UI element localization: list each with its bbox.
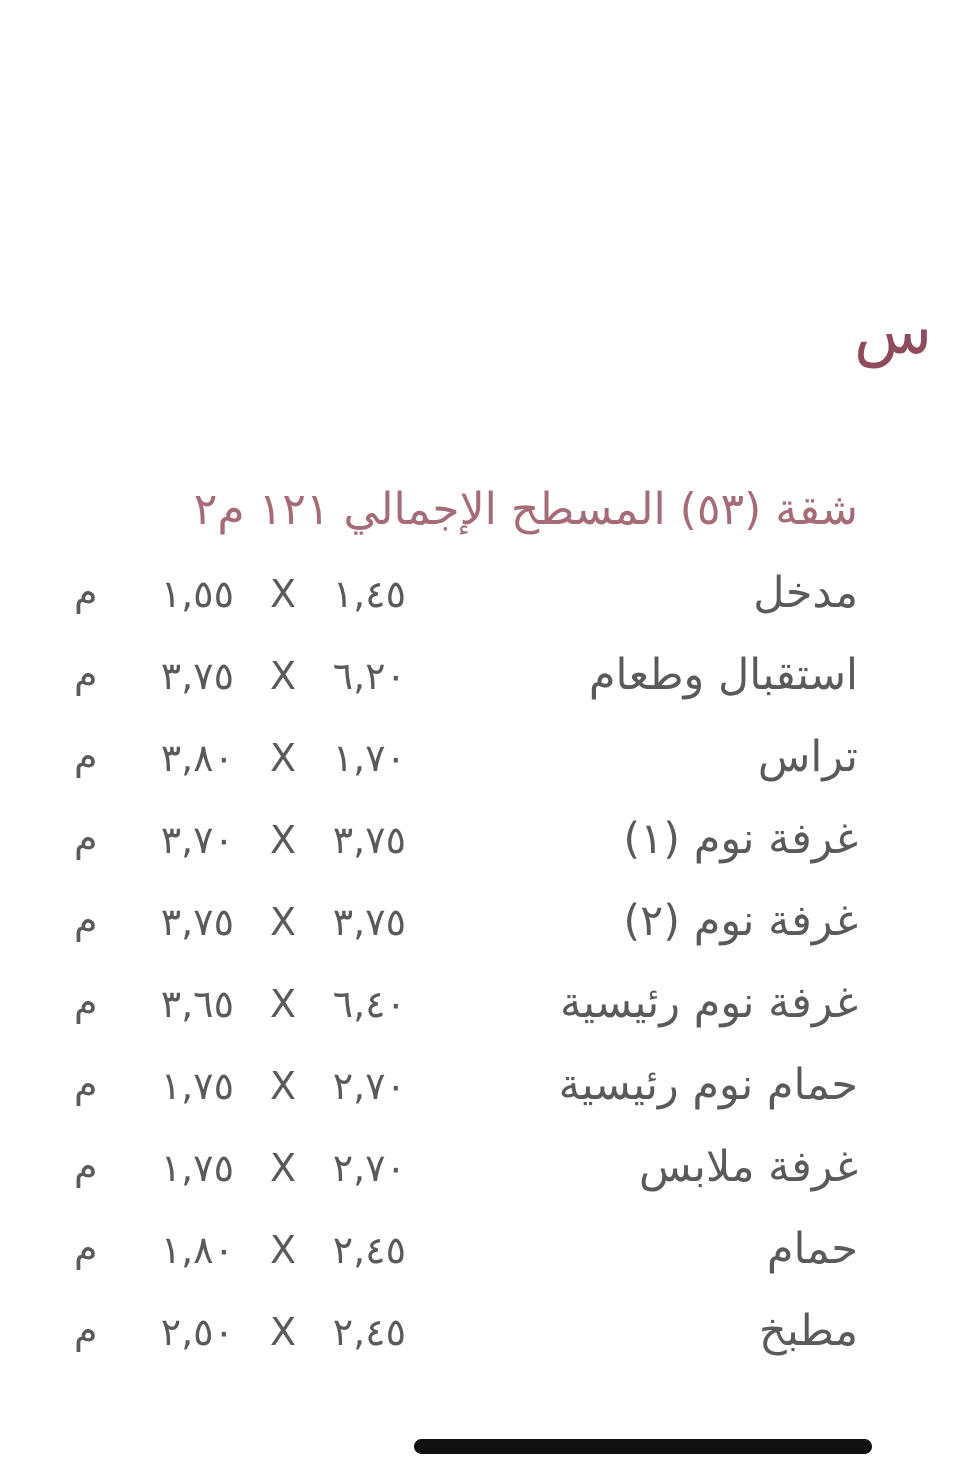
- times-symbol: X: [269, 1064, 297, 1108]
- room-row: [0, 560, 964, 642]
- room-dimension-1: ٢,٧٠: [332, 1064, 406, 1108]
- room-dimension-2: ١,٥٥: [160, 572, 234, 616]
- room-row: [0, 642, 964, 724]
- room-name: غرفة نوم (١): [623, 814, 858, 864]
- times-symbol: X: [269, 1310, 297, 1354]
- room-name: غرفة نوم رئيسية: [559, 978, 858, 1028]
- times-symbol: X: [269, 736, 297, 780]
- room-name: مطبخ: [758, 1306, 858, 1356]
- times-symbol: X: [269, 1228, 297, 1272]
- room-list: [0, 560, 964, 1380]
- unit-label: م: [74, 1062, 98, 1106]
- unit-label: م: [74, 734, 98, 778]
- room-dimension-2: ٣,٧٥: [160, 654, 234, 698]
- room-dimension-1: ٢,٤٥: [332, 1310, 406, 1354]
- room-row: [0, 970, 964, 1052]
- unit-label: م: [74, 1226, 98, 1270]
- room-name: تراس: [757, 732, 858, 782]
- times-symbol: X: [269, 982, 297, 1026]
- room-row: [0, 1298, 964, 1380]
- apartment-title: شقة (٥٣) المسطح الإجمالي ١٢١ م٢: [193, 484, 858, 535]
- room-name: مدخل: [753, 568, 858, 618]
- unit-label: م: [74, 1308, 98, 1352]
- room-dimension-1: ٦,٤٠: [332, 982, 406, 1026]
- room-dimension-2: ١,٧٥: [160, 1146, 234, 1190]
- times-symbol: X: [269, 900, 297, 944]
- room-dimension-1: ٢,٧٠: [332, 1146, 406, 1190]
- times-symbol: X: [269, 654, 297, 698]
- unit-label: م: [74, 898, 98, 942]
- room-dimension-2: ٣,٧٠: [160, 818, 234, 862]
- room-row: [0, 1134, 964, 1216]
- unit-label: م: [74, 980, 98, 1024]
- room-dimension-2: ١,٨٠: [160, 1228, 234, 1272]
- room-dimension-1: ١,٤٥: [332, 572, 406, 616]
- room-name: حمام نوم رئيسية: [558, 1060, 858, 1110]
- room-dimension-2: ٢,٥٠: [160, 1310, 234, 1354]
- room-dimension-1: ٢,٤٥: [332, 1228, 406, 1272]
- home-indicator[interactable]: [414, 1439, 872, 1454]
- room-name: غرفة ملابس: [639, 1142, 858, 1192]
- room-name: استقبال وطعام: [588, 650, 858, 700]
- room-dimension-1: ١,٧٠: [332, 736, 406, 780]
- partial-heading: س: [854, 295, 933, 369]
- room-dimension-2: ٣,٨٠: [160, 736, 234, 780]
- room-dimension-2: ١,٧٥: [160, 1064, 234, 1108]
- room-row: [0, 724, 964, 806]
- room-row: [0, 1052, 964, 1134]
- times-symbol: X: [269, 1146, 297, 1190]
- room-dimension-1: ٣,٧٥: [332, 818, 406, 862]
- room-dimension-2: ٣,٦٥: [160, 982, 234, 1026]
- unit-label: م: [74, 816, 98, 860]
- times-symbol: X: [269, 818, 297, 862]
- times-symbol: X: [269, 572, 297, 616]
- room-name: حمام: [766, 1224, 858, 1274]
- unit-label: م: [74, 570, 98, 614]
- room-row: [0, 806, 964, 888]
- room-row: [0, 1216, 964, 1298]
- room-row: [0, 888, 964, 970]
- unit-label: م: [74, 1144, 98, 1188]
- room-dimension-1: ٦,٢٠: [332, 654, 406, 698]
- room-dimension-2: ٣,٧٥: [160, 900, 234, 944]
- room-name: غرفة نوم (٢): [623, 896, 858, 946]
- room-dimension-1: ٣,٧٥: [332, 900, 406, 944]
- unit-label: م: [74, 652, 98, 696]
